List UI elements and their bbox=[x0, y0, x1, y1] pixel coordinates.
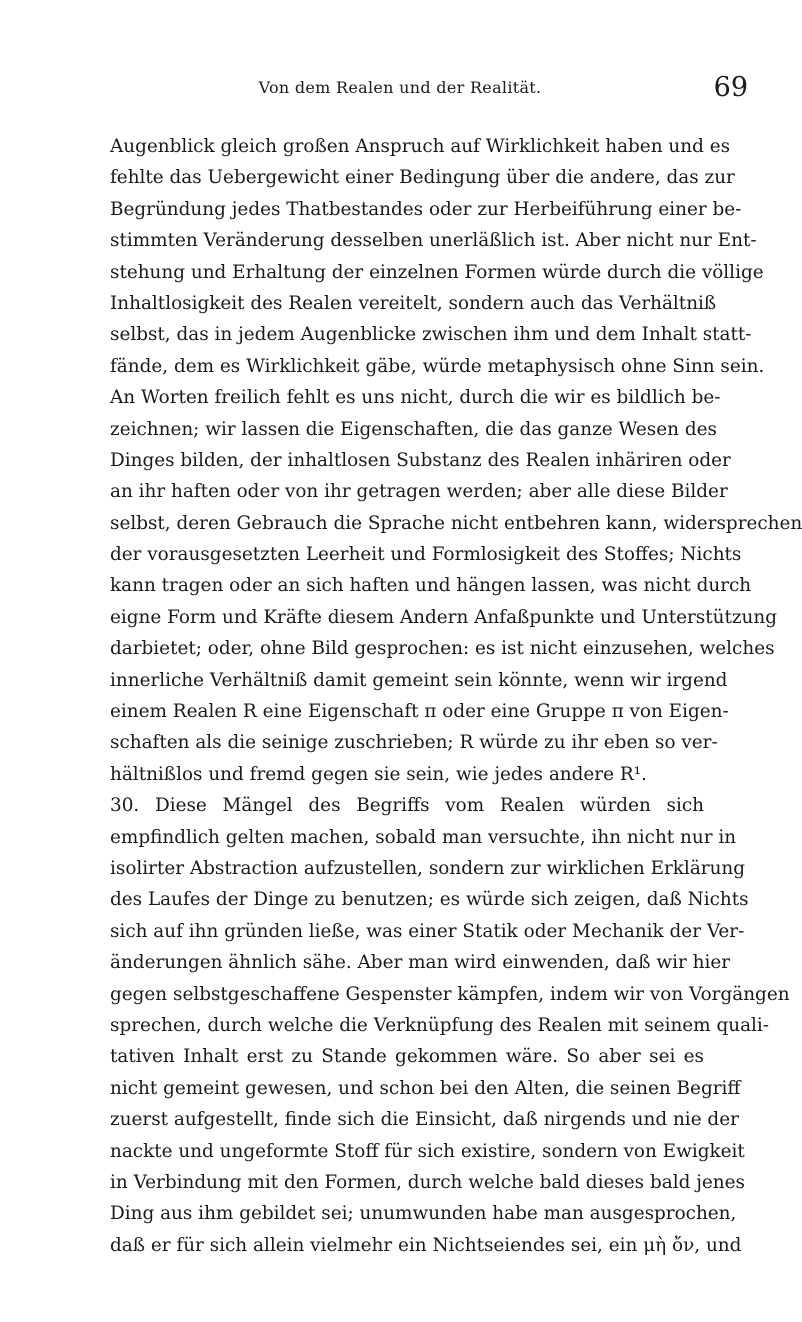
text-line: Ding aus ihm gebildet sei; unumwunden habe man ausgesprochen, bbox=[110, 1203, 737, 1225]
text-line: kann tragen oder an sich haften und hängen lassen, was nicht durch bbox=[110, 575, 752, 597]
text-line: An Worten freilich fehlt es uns nicht, durch die wir es bildlich be- bbox=[110, 387, 721, 409]
text-line: Inhaltlosigkeit des Realen vereitelt, sondern auch das Verhältniß bbox=[110, 292, 717, 314]
text-line: isolirter Abstraction aufzustellen, sondern zur wirklichen Erklärung bbox=[110, 857, 746, 879]
text-line: sprechen, durch welche die Verknüpfung des Realen mit seinem quali- bbox=[110, 1014, 770, 1036]
text-line: in Verbindung mit den Formen, durch welche bald dieses bald jenes bbox=[110, 1171, 745, 1193]
text-line: hältnißlos und fremd gegen sie sein, wie jedes andere R¹. bbox=[110, 763, 647, 785]
text-line: sich auf ihn gründen ließe, was einer Statik oder Mechanik der Ver- bbox=[110, 920, 745, 942]
text-line: stehung und Erhaltung der einzelnen Formen würde durch die völlige bbox=[110, 261, 764, 283]
text-line: innerliche Verhältniß damit gemeint sein könnte, wenn wir irgend bbox=[110, 669, 728, 691]
text-line: eigne Form und Kräfte diesem Andern Anfaßpunkte und Unterstützung bbox=[110, 606, 777, 628]
page-number: 69 bbox=[713, 72, 748, 103]
text-line: schaften als die seinige zuschrieben; R würde zu ihr eben so ver- bbox=[110, 732, 718, 754]
body-text bbox=[110, 131, 802, 1261]
text-line: der vorausgesetzten Leerheit und Formlosigkeit des Stoffes; Nichts bbox=[110, 544, 742, 566]
text-line: darbietet; oder, ohne Bild gesprochen: es ist nicht einzusehen, welches bbox=[110, 638, 775, 660]
text-line: Augenblick gleich großen Anspruch auf Wirklichkeit haben und es bbox=[110, 136, 731, 157]
text-line: an ihr haften oder von ihr getragen werden; aber alle diese Bilder bbox=[110, 481, 728, 503]
text-line: zuerst aufgestellt, finde sich die Einsicht, daß nirgends und nie der bbox=[110, 1109, 739, 1131]
text-line: selbst, das in jedem Augenblicke zwischen ihm und dem Inhalt statt- bbox=[110, 324, 752, 346]
text-line: 30. Diese Mängel des Begriffs vom Realen würden sich bbox=[110, 795, 704, 817]
text-line: einem Realen R eine Eigenschaft π oder eine Gruppe π von Eigen- bbox=[110, 701, 729, 723]
text-line: selbst, deren Gebrauch die Sprache nicht entbehren kann, widersprechen bbox=[110, 512, 802, 534]
text-line: des Laufes der Dinge zu benutzen; es würde sich zeigen, daß Nichts bbox=[110, 889, 749, 911]
text-line: fehlte das Uebergewicht einer Bedingung über die andere, das zur bbox=[110, 167, 735, 189]
text-line: empfindlich gelten machen, sobald man versuchte, ihn nicht nur in bbox=[110, 826, 737, 848]
text-line: stimmten Veränderung desselben unerläßlich ist. Aber nicht nur Ent- bbox=[110, 230, 757, 252]
text-line: nackte und ungeformte Stoff für sich existire, sondern von Ewigkeit bbox=[110, 1140, 745, 1162]
text-line: nicht gemeint gewesen, und schon bei den Alten, die seinen Begriff bbox=[110, 1077, 741, 1099]
running-title: Von dem Realen und der Realität. bbox=[258, 78, 542, 97]
text-line: tativen Inhalt erst zu Stande gekommen wäre. So aber sei es bbox=[110, 1046, 704, 1068]
text-line: Begründung jedes Thatbestandes oder zur Herbeiführung einer be- bbox=[110, 198, 742, 220]
text-line: daß er für sich allein vielmehr ein Nichtseiendes sei, ein μὴ ὄν, und bbox=[110, 1234, 742, 1256]
text-line: änderungen ähnlich sähe. Aber man wird einwenden, daß wir hier bbox=[110, 952, 731, 974]
text-line: fände, dem es Wirklichkeit gäbe, würde metaphysisch ohne Sinn sein. bbox=[110, 355, 765, 377]
page-header bbox=[0, 72, 800, 112]
text-line: gegen selbstgeschaffene Gespenster kämpfen, indem wir von Vorgängen bbox=[110, 983, 790, 1005]
text-line: zeichnen; wir lassen die Eigenschaften, die das ganze Wesen des bbox=[110, 418, 717, 440]
text-line: Dinges bilden, der inhaltlosen Substanz des Realen inhäriren oder bbox=[110, 449, 731, 471]
